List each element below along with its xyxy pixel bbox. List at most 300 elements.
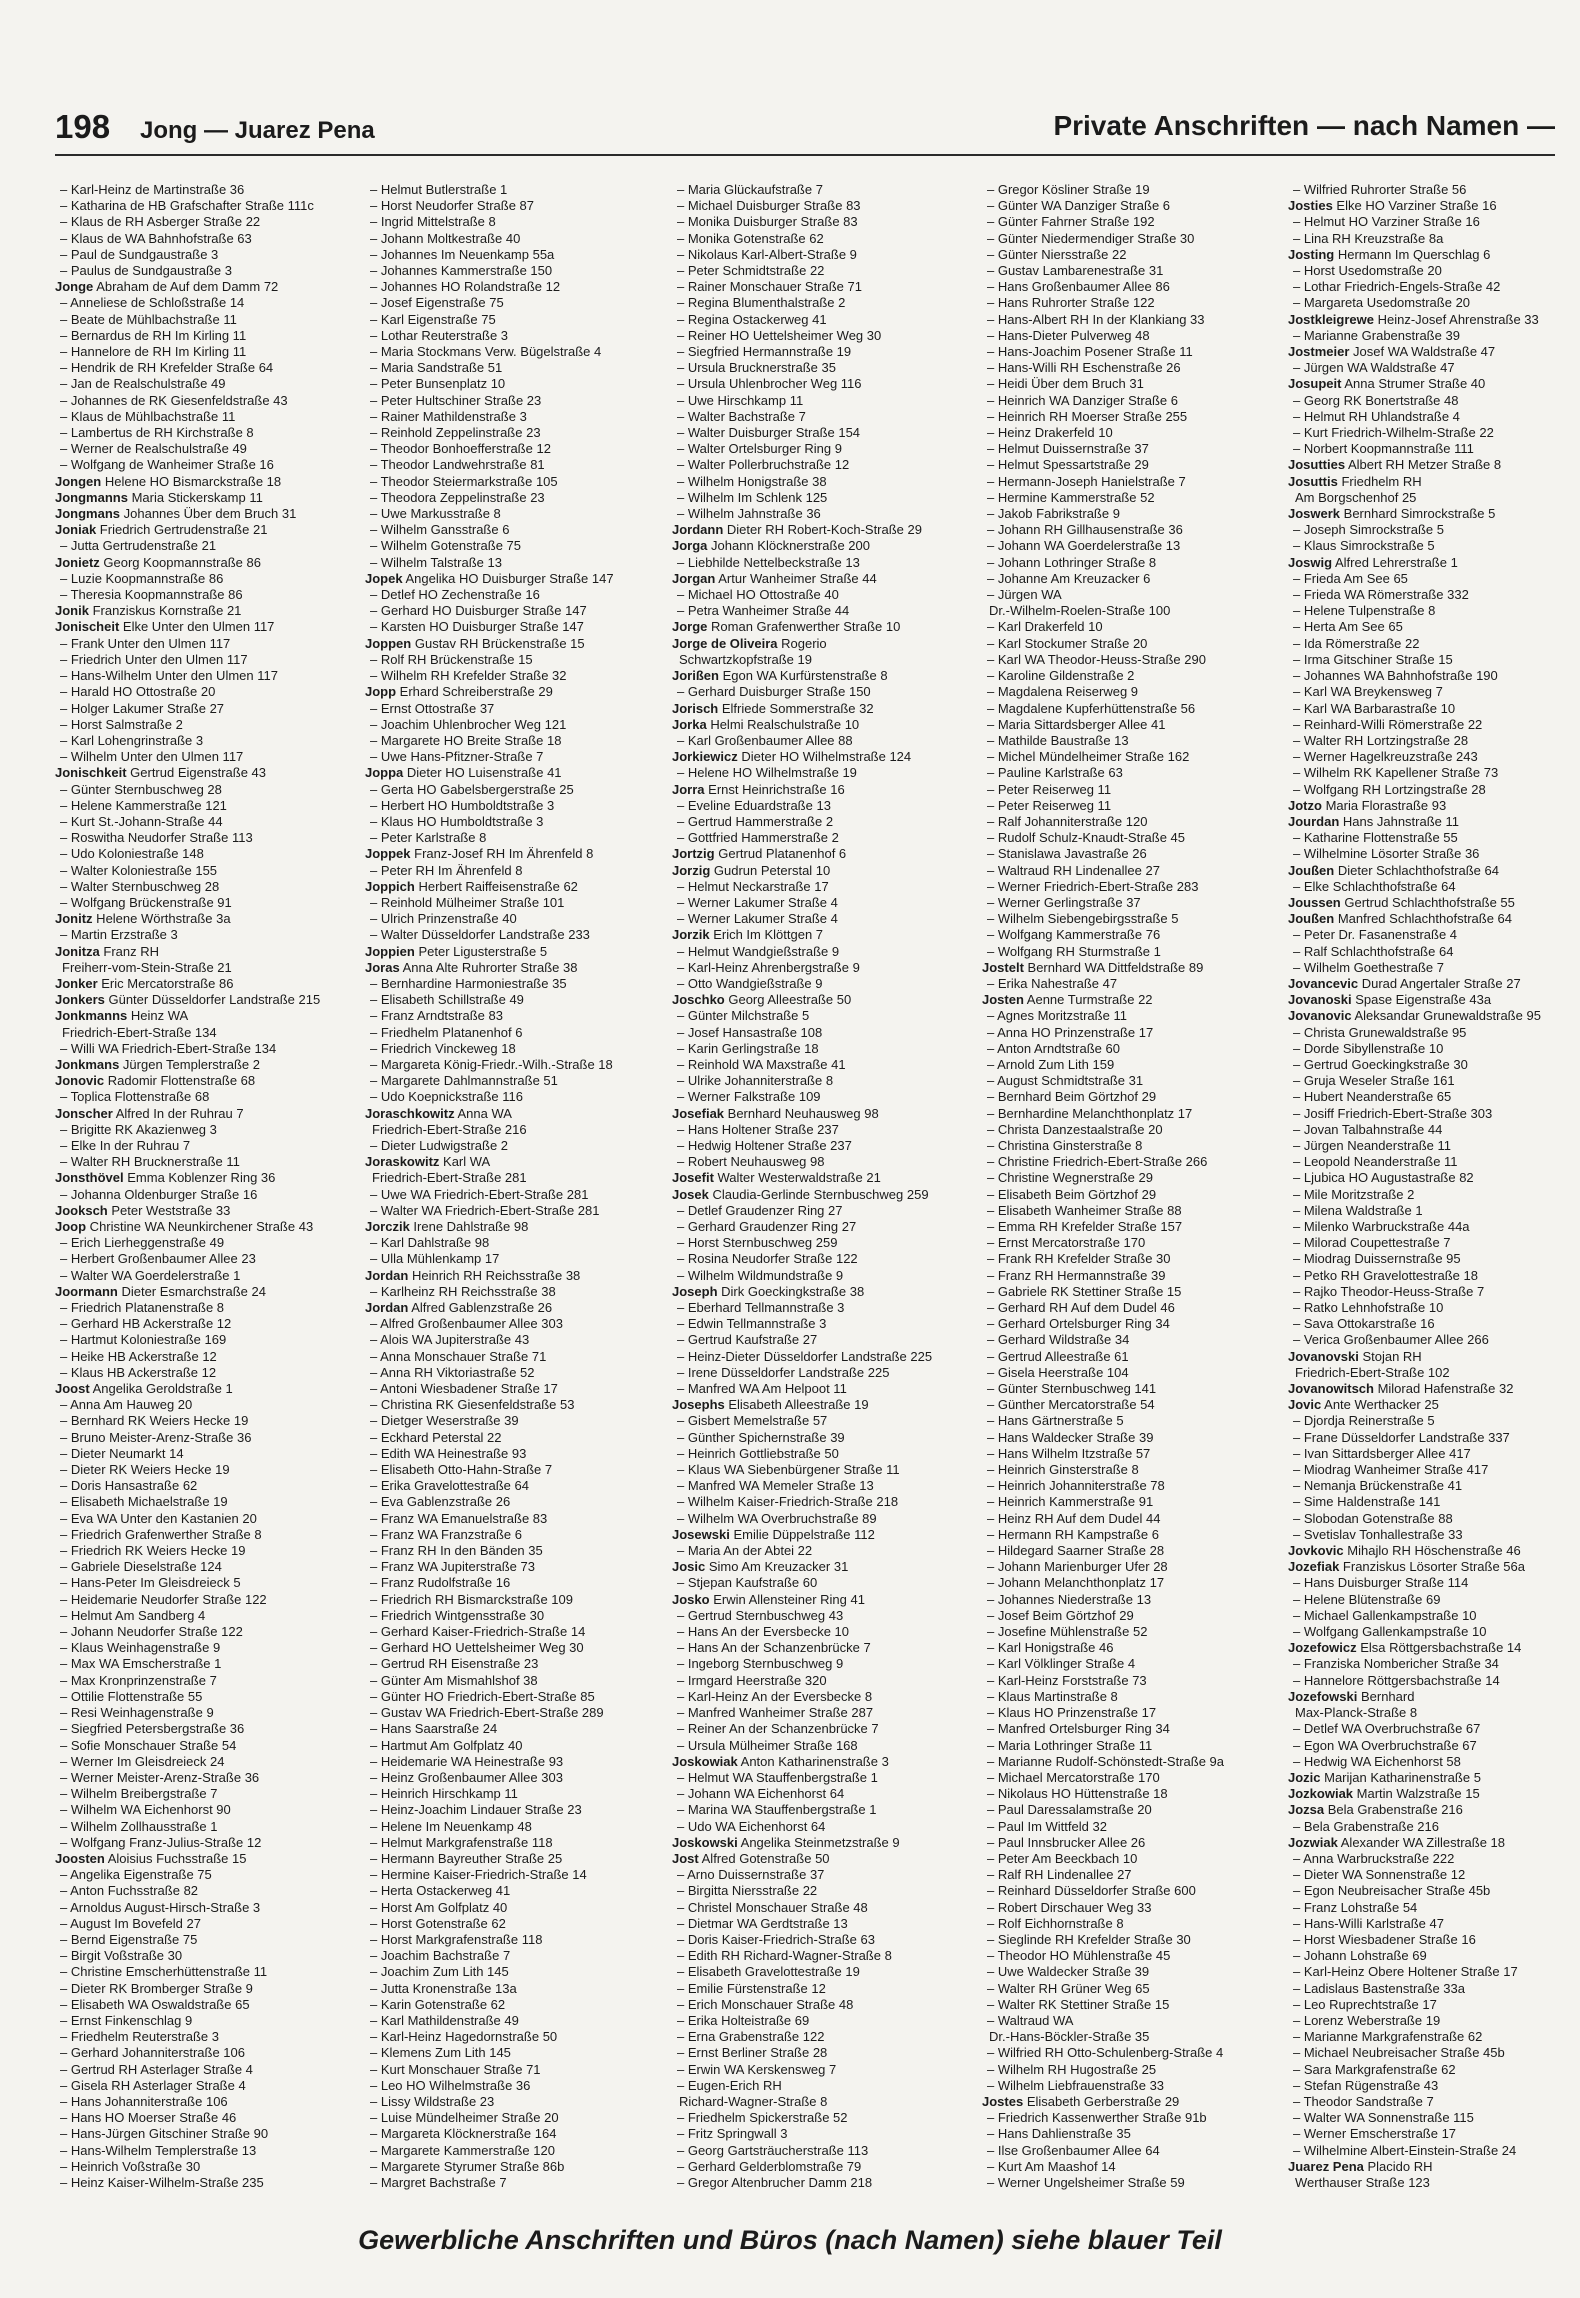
directory-entry: – Helene Kammerstraße 121 [60,797,227,813]
surname-entry: Josko Erwin Allensteiner Ring 41 [672,1591,865,1607]
entry-continuation: Friedrich-Ebert-Straße 216 [372,1121,527,1137]
directory-entry: – Eveline Eduardstraße 13 [677,797,831,813]
page-number: 198 [55,108,111,145]
directory-entry: – Erika Holteistraße 69 [677,2012,810,2028]
directory-entry: – Lorenz Weberstraße 19 [1293,2012,1441,2028]
directory-entry: – Horst Sternbuschweg 259 [677,1235,838,1251]
surname-entry: Jooksch Peter Weststraße 33 [55,1202,231,1218]
surname-entry: Jonovic Radomir Flottenstraße 68 [55,1073,256,1089]
directory-entry: – Werner Lakumer Straße 4 [677,894,838,910]
directory-entry: – Kurt Monschauer Straße 71 [370,2061,541,2077]
surname: Jordann [672,522,724,538]
surname-entry: Jorzig Gudrun Peterstal 10 [672,862,831,878]
directory-entry: – Heidi Über dem Bruch 31 [987,376,1144,392]
surname-entry: Jorra Ernst Heinrichstraße 16 [672,781,845,797]
directory-entry: – Josiff Friedrich-Ebert-Straße 303 [1293,1105,1493,1121]
directory-entry: – Michael Gallenkampstraße 10 [1293,1607,1477,1623]
directory-entry: – Udo Koepnickstraße 116 [370,1089,523,1105]
directory-entry: – Karl Mathildenstraße 49 [370,2012,519,2028]
surname: Jozefowski [1288,1688,1358,1704]
surname-entry: Jonik Franziskus Kornstraße 21 [55,603,242,619]
directory-entry: – Paul Im Wittfeld 32 [987,1818,1107,1834]
directory-entry: – Walter Ortelsburger Ring 9 [677,441,842,457]
directory-entry: – Jutta Kronenstraße 13a [370,1980,517,1996]
directory-entry: – Bela Grabenstraße 216 [1293,1818,1439,1834]
directory-entry: – Herbert Großenbaumer Allee 23 [60,1251,256,1267]
surname-entry: Josic Simo Am Kreuzacker 31 [672,1559,849,1575]
directory-entry: – Mile Moritzstraße 2 [1293,1186,1415,1202]
directory-entry: – Wolfgang Franz-Julius-Straße 12 [60,1834,262,1850]
surname: Josefiak [672,1105,725,1121]
directory-entry: – Brigitte RK Akazienweg 3 [60,1121,217,1137]
directory-entry: – Gerhard Johanniterstraße 106 [60,2045,245,2061]
surname-entry: Jongmans Johannes Über dem Bruch 31 [55,506,297,522]
directory-entry: – Arnoldus August-Hirsch-Straße 3 [60,1899,261,1915]
directory-entry: – Wilhelm RH Krefelder Straße 32 [370,668,567,684]
surname: Jost [672,1850,699,1866]
directory-entry: – Hans Holtener Straße 237 [677,1121,839,1137]
directory-entry: – Günter Sternbuschweg 141 [987,1381,1157,1397]
surname-entry: Jonietz Georg Koopmannstraße 86 [55,554,261,570]
directory-entry: – Agnes Moritzstraße 11 [987,1008,1127,1024]
directory-entry: – Christa Grunewaldstraße 95 [1293,1024,1467,1040]
directory-entry: – Gisbert Memelstraße 57 [677,1413,828,1429]
surname-entry: Joosten Aloisius Fuchsstraße 15 [55,1850,247,1866]
directory-entry: – Willi WA Friedrich-Ebert-Straße 134 [60,1040,277,1056]
directory-entry: – Karl-Heinz Obere Holtener Straße 17 [1293,1964,1518,1980]
directory-entry: – Birgitta Niersstraße 22 [677,1883,818,1899]
surname-entry: Jonitz Helene Wörthstraße 3a [55,911,231,927]
directory-entry: – Helene HO Wilhelmstraße 19 [677,765,857,781]
directory-entry: – Wilhelmine Lösorter Straße 36 [1293,846,1480,862]
directory-entry: – Monika Duisburger Straße 83 [677,214,858,230]
directory-entry: – Martin Erzstraße 3 [60,927,178,943]
directory-entry: – Franz Arndtstraße 83 [370,1008,503,1024]
surname: Josek [672,1186,709,1202]
directory-entry: – Karl WA Barbarastraße 10 [1293,700,1456,716]
surname: Josic [672,1559,706,1575]
surname: Jozkowiak [1288,1786,1354,1802]
directory-entry: – Margareta Usedomstraße 20 [1293,295,1471,311]
directory-entry: – Franz WA Jupiterstraße 73 [370,1559,535,1575]
directory-entry: – Michael Mercatorstraße 170 [987,1769,1160,1785]
surname-entry: Joop Christine WA Neunkirchener Straße 43 [55,1219,314,1234]
directory-entry: – Irma Gitschiner Straße 15 [1293,651,1453,667]
directory-entry: – Karl Großenbaumer Allee 88 [677,732,853,748]
directory-entry: – Christine Wegnerstraße 29 [987,1170,1153,1186]
directory-entry: – Otto Wandgießstraße 9 [677,975,823,991]
surname: Joswig [1288,554,1333,570]
directory-entry: – Heinrich Johanniterstraße 78 [987,1478,1165,1494]
directory-entry: – Robert Neuhausweg 98 [677,1154,825,1170]
directory-entry: – Wilhelmine Albert-Einstein-Straße 24 [1293,2142,1517,2158]
directory-entry: – Werner Meister-Arenz-Straße 36 [60,1769,260,1785]
directory-entry: – Hans-Willi Karlstraße 47 [1293,1915,1444,1931]
directory-entry: – Friedhelm Platanenhof 6 [370,1024,523,1040]
directory-entry: – Heinz-Dieter Düsseldorfer Landstraße 225 [677,1348,933,1364]
surname: Jonkmanns [55,1008,128,1024]
surname-entry: Joppa Dieter HO Luisenstraße 41 [365,765,562,781]
surname-entry: Joost Angelika Geroldstraße 1 [55,1381,233,1397]
surname: Jotzo [1288,797,1322,813]
directory-entry: – Josef Eigenstraße 75 [370,295,504,311]
page-header [55,108,1555,156]
directory-entry: – Franz RH In den Bänden 35 [370,1543,543,1559]
directory-entry: – Werner Falkstraße 109 [677,1089,821,1105]
directory-entry: – Peter Bunsenplatz 10 [370,376,506,392]
directory-entry: – Klaus de WA Bahnhofstraße 63 [60,230,252,246]
directory-entry: – Michael HO Ottostraße 40 [677,587,839,603]
directory-entry: – Hermann Bayreuther Straße 25 [370,1850,563,1866]
directory-entry: – Johannes Im Neuenkamp 55a [370,246,555,262]
directory-entry: – Peter Reiserweg 11 [987,781,1112,797]
directory-entry: – Dorde Sibyllenstraße 10 [1293,1040,1444,1056]
directory-entry: – Anna Am Hauweg 20 [60,1397,193,1413]
surname-entry: Jost Alfred Gotenstraße 50 [672,1850,830,1866]
directory-entry: – Peter RH Im Ährenfeld 8 [370,862,523,878]
directory-entry: – Wilhelm Siebengebirgsstraße 5 [987,911,1179,927]
directory-entry: – Miodrag Wanheimer Straße 417 [1293,1462,1489,1478]
directory-entry: – Paul Daressalamstraße 20 [987,1802,1152,1818]
directory-entry: – Erich Lierheggenstraße 49 [60,1235,225,1251]
directory-entry: – Gustav Lambarenestraße 31 [987,263,1164,279]
directory-entry: – Günter Niersstraße 22 [987,246,1127,262]
directory-entry: – Hans-Willi RH Eschenstraße 26 [987,360,1181,376]
column-2 [365,182,665,2191]
directory-entry: – Friedrich Wintgensstraße 30 [370,1607,545,1623]
directory-entry: – Lothar Reuterstraße 3 [370,327,509,343]
directory-entry: – Sara Markgrafenstraße 62 [1293,2061,1456,2077]
directory-entry: – Hans-Peter Im Gleisdreieck 5 [60,1575,241,1591]
directory-entry: – Theresia Koopmannstraße 86 [60,587,243,603]
surname: Jorge [672,619,708,635]
directory-entry: – Gerhard HO Uettelsheimer Weg 30 [370,1640,584,1656]
directory-entry: – Frank Unter den Ulmen 117 [60,635,231,651]
surname-entry: Josefit Walter Westerwaldstraße 21 [672,1170,881,1186]
surname: Jonkers [55,992,105,1008]
directory-entry: – Udo Koloniestraße 148 [60,846,204,862]
directory-entry: – Ida Römerstraße 22 [1293,635,1420,651]
directory-entry: – Sime Haldenstraße 141 [1293,1494,1441,1510]
surname-entry: Joskowski Angelika Steinmetzstraße 9 [672,1834,900,1850]
directory-entry: – Franz WA Franzstraße 6 [370,1526,522,1542]
directory-entry: – Lissy Wildstraße 23 [370,2093,495,2109]
directory-entry: – Christina RK Giesenfeldstraße 53 [370,1397,575,1413]
directory-entry: – Erika Gravelottestraße 64 [370,1478,529,1494]
surname: Jorißen [672,668,719,684]
directory-entry: – Michel Mündelheimer Straße 162 [987,749,1190,765]
directory-entry: – Theodor Steiermarkstraße 105 [370,473,558,489]
directory-entry: – Wilhelm Breibergstraße 7 [60,1786,218,1802]
directory-entry: – Kurt St.-Johann-Straße 44 [60,813,223,829]
surname: Jostkleigrewe [1288,311,1374,327]
directory-entry: – Johann Marienburger Ufer 28 [987,1559,1168,1575]
directory-entry: – Rainer Monschauer Straße 71 [677,279,862,295]
directory-entry: – Ralf Schlachthofstraße 64 [1293,943,1454,959]
directory-entry: – Gerhard Wildstraße 34 [987,1332,1130,1348]
directory-entry: – Johannes HO Rolandstraße 12 [370,279,561,295]
directory-entry: – Petko RH Gravelottestraße 18 [1293,1267,1478,1283]
directory-entry: – Johanne Am Kreuzacker 6 [987,570,1151,586]
directory-entry: – Wilhelm Zollhausstraße 1 [60,1818,218,1834]
directory-entry: – Erwin WA Kerskensweg 7 [677,2061,837,2077]
directory-entry: – Wilhelm Honigstraße 38 [677,473,827,489]
directory-entry: – Horst Neudorfer Straße 87 [370,198,535,214]
surname: Jorga [672,538,708,554]
directory-entry: – Hans Wilhelm Itzstraße 57 [987,1445,1151,1461]
directory-entry: – Franz RH Hermannstraße 39 [987,1267,1166,1283]
directory-entry: – Gerta HO Gabelsbergerstraße 25 [370,781,574,797]
surname-entry: Jonkmanns Heinz WA [55,1008,189,1024]
entry-continuation: Dr.-Wilhelm-Roelen-Straße 100 [989,603,1171,619]
directory-entry: – Gregor Altenbrucher Damm 218 [677,2174,873,2190]
surname: Joppien [365,943,415,959]
directory-entry: – Johann Lothringer Straße 8 [987,554,1157,570]
directory-entry: – Johannes Niederstraße 13 [987,1591,1152,1607]
directory-entry: – Wolfgang RH Sturmstraße 1 [987,943,1161,959]
directory-entry: – Pauline Karlstraße 63 [987,765,1123,781]
surname: Jorkiewicz [672,749,738,765]
directory-entry: – Johanna Oldenburger Straße 16 [60,1186,258,1202]
directory-entry: – Gisela RH Asterlager Straße 4 [60,2077,246,2093]
directory-entry: – Karl Lohengrinstraße 3 [60,732,204,748]
directory-entry: – Walter RH Lortzingstraße 28 [1293,732,1469,748]
directory-entry: – Luzie Koopmannstraße 86 [60,570,224,586]
directory-entry: – Horst Am Golfplatz 40 [370,1899,508,1915]
surname: Jovanoski [1288,992,1352,1008]
surname-entry: Jorisch Elfriede Sommerstraße 32 [672,700,874,716]
directory-entry: – Karl Eigenstraße 75 [370,311,496,327]
surname-entry: Jonker Eric Mercatorstraße 86 [55,975,234,991]
surname-entry: Josutties Albert RH Metzer Straße 8 [1288,457,1502,473]
directory-entry: – Robert Dirschauer Weg 33 [987,1899,1152,1915]
surname: Jongmanns [55,489,128,505]
directory-entry: – Detlef Graudenzer Ring 27 [677,1202,843,1218]
surname-entry: Joormann Dieter Esmarchstraße 24 [55,1283,266,1299]
directory-entry: – Werner Lakumer Straße 4 [677,911,838,927]
directory-entry: – Georg RK Bonertstraße 48 [1293,392,1459,408]
directory-entry: – Jakob Fabrikstraße 9 [987,506,1120,522]
surname-entry: Joschko Georg Alleestraße 50 [672,992,852,1008]
surname-entry: Joppen Gustav RH Brückenstraße 15 [365,635,585,651]
directory-entry: – Marina WA Stauffenbergstraße 1 [677,1802,877,1818]
directory-entry: – Margarete Kammerstraße 120 [370,2142,555,2158]
surname-entry: Joniak Friedrich Gertrudenstraße 21 [55,522,268,538]
surname: Josupeit [1288,376,1342,392]
directory-entry: – Johann Melanchthonplatz 17 [987,1575,1165,1591]
directory-entry: – Karl Völklinger Straße 4 [987,1656,1136,1672]
directory-entry: – Friedrich Unter den Ulmen 117 [60,651,248,667]
directory-entry: – Antoni Wiesbadener Straße 17 [370,1381,558,1397]
entry-continuation: Am Borgschenhof 25 [1295,489,1417,505]
directory-entry: – Jürgen WA [987,587,1062,603]
directory-entry: – Bernardus de RH Im Kirling 11 [60,327,247,343]
directory-entry: – Ottilie Flottenstraße 55 [60,1688,203,1704]
directory-entry: – Hans Großenbaumer Allee 86 [987,279,1170,295]
directory-entry: – Heinz RH Auf dem Dudel 44 [987,1510,1161,1526]
directory-entry: – Paul Innsbrucker Allee 26 [987,1834,1146,1850]
surname: Jopek [365,570,403,586]
surname-entry: Jozwiak Alexander WA Zillestraße 18 [1288,1834,1506,1850]
footer-note: Gewerbliche Anschriften und Büros (nach Namen) siehe blauer Teil [358,2225,1222,2255]
directory-entry: – Horst Salmstraße 2 [60,716,183,732]
surname: Jortzig [672,846,715,862]
directory-entry: – Theodor HO Mühlenstraße 45 [987,1948,1171,1964]
directory-entry: – Bernhard RK Weiers Hecke 19 [60,1413,249,1429]
directory-entry: – Maria Glückaufstraße 7 [677,182,823,197]
surname-entry: Joseph Dirk Goeckingkstraße 38 [672,1283,865,1299]
directory-entry: – Ilse Großenbaumer Allee 64 [987,2142,1160,2158]
surname: Josuttis [1288,473,1338,489]
directory-entry: – Gottfried Hammerstraße 2 [677,830,839,846]
directory-entry: – Klaus de RH Asberger Straße 22 [60,214,261,230]
surname: Josewski [672,1526,730,1542]
directory-entry: – Birgit Voßstraße 30 [60,1948,183,1964]
directory-entry: – Franz WA Emanuelstraße 83 [370,1510,548,1526]
directory-entry: – Helmut Wandgießstraße 9 [677,943,840,959]
directory-entry: – Helmut Butlerstraße 1 [370,182,508,197]
directory-entry: – Gabriele Dieselstraße 124 [60,1559,222,1575]
directory-entry: – Karl Drakerfeld 10 [987,619,1103,635]
surname: Joraskowitz [365,1154,440,1170]
directory-entry: – Dieter Neumarkt 14 [60,1445,184,1461]
directory-entry: – Theodora Zeppelinstraße 23 [370,489,545,505]
directory-entry: – Peter Schmidtstraße 22 [677,263,825,279]
surname-entry: Jorzik Erich Im Klöttgen 7 [672,927,824,943]
surname: Jonkmans [55,1056,120,1072]
directory-entry: – Frieda WA Römerstraße 332 [1293,587,1469,603]
surname-entry: Jozefowicz Elsa Röttgersbachstraße 14 [1288,1640,1522,1656]
surname: Juarez Pena [1288,2158,1364,2174]
surname-entry: Jongmanns Maria Stickerskamp 11 [55,489,263,505]
directory-entry: – Georg Gartsträucherstraße 113 [677,2142,869,2158]
directory-entry: – Rosina Neudorfer Straße 122 [677,1251,858,1267]
directory-entry: – Helmut Markgrafenstraße 118 [370,1834,553,1850]
directory-entry: – Werner Friedrich-Ebert-Straße 283 [987,878,1199,894]
directory-entry: – Gertrud Kaufstraße 27 [677,1332,818,1348]
surname: Josutties [1288,457,1346,473]
directory-entry: – Hans Ruhrorter Straße 122 [987,295,1155,311]
directory-entry: – Elisabeth Wanheimer Straße 88 [987,1202,1182,1218]
directory-entry: – Friedrich Vinckeweg 18 [370,1040,516,1056]
directory-entry: – Ernst Mercatorstraße 170 [987,1235,1146,1251]
directory-entry: – Rajko Theodor-Heuss-Straße 7 [1293,1283,1485,1299]
directory-entry: – Peter Dr. Fasanenstraße 4 [1293,927,1458,943]
directory-entry: – Bruno Meister-Arenz-Straße 36 [60,1429,252,1445]
directory-entry: – Peter Hultschiner Straße 23 [370,392,542,408]
directory-entry: – Luise Mündelheimer Straße 20 [370,2110,559,2126]
directory-entry: – Gustav WA Friedrich-Ebert-Straße 289 [370,1705,604,1721]
directory-entry: – Beate de Mühlbachstraße 11 [60,311,237,327]
entry-continuation: Richard-Wagner-Straße 8 [679,2093,828,2109]
directory-entry: – Johann Lohstraße 69 [1293,1948,1427,1964]
surname-entry: Jovanovic Aleksandar Grunewaldstraße 95 [1288,1008,1541,1024]
surname-entry: Jordan Alfred Gablenzstraße 26 [365,1300,553,1316]
directory-entry: – Klaus Simrockstraße 5 [1293,538,1435,554]
surname-entry: Joussen Gertrud Schlachthofstraße 55 [1288,894,1515,910]
directory-entry: – Helmut RH Uhlandstraße 4 [1293,408,1460,424]
directory-entry: – Walter Koloniestraße 155 [60,862,218,878]
surname: Joswerk [1288,506,1341,522]
surname: Jozefowicz [1288,1640,1357,1656]
name-range: Jong — Juarez Pena [140,117,375,144]
directory-entry: – Norbert Koopmannstraße 111 [1293,441,1474,457]
surname-entry: Jopek Angelika HO Duisburger Straße 147 [365,570,614,586]
surname: Jonik [55,603,89,619]
directory-entry: – Hannelore Röttgersbachstraße 14 [1293,1672,1500,1688]
directory-entry: – Slobodan Gotenstraße 88 [1293,1510,1453,1526]
surname: Joskowski [672,1834,738,1850]
directory-entry: – Franz Rudolfstraße 16 [370,1575,511,1591]
directory-entry: – Emma RH Krefelder Straße 157 [987,1219,1183,1234]
directory-entry: – Klaus Weinhagenstraße 9 [60,1640,221,1656]
surname-entry: Jotzo Maria Florastraße 93 [1288,797,1447,813]
surname: Jonge [55,279,94,295]
directory-entry: – Siegfried Petersbergstraße 36 [60,1721,245,1737]
directory-entry: – Wolfgang de Wanheimer Straße 16 [60,457,274,473]
directory-entry: – Irmgard Heerstraße 320 [677,1672,827,1688]
directory-entry: – Heinrich Ginsterstraße 8 [987,1462,1139,1478]
directory-entry: – Wilhelm Gotenstraße 75 [370,538,522,554]
directory-entry: – Michael Duisburger Straße 83 [677,198,861,214]
directory-entry: – Miodrag Duissernstraße 95 [1293,1251,1461,1267]
directory-entry: – Klaus HB Ackerstraße 12 [60,1364,217,1380]
directory-entry: – Walter Düsseldorfer Landstraße 233 [370,927,590,943]
directory-entry: – Anna HO Prinzenstraße 17 [987,1024,1154,1040]
directory-entry: – Anton Fuchsstraße 82 [60,1883,199,1899]
directory-entry: – Leo HO Wilhelmstraße 36 [370,2077,531,2093]
directory-entry: – Frieda Am See 65 [1293,570,1408,586]
surname-entry: Jorkiewicz Dieter HO Wilhelmstraße 124 [672,749,912,765]
surname: Joskowiak [672,1753,738,1769]
directory-entry: – Udo WA Eichenhorst 64 [677,1818,826,1834]
directory-entry: – Eberhard Tellmannstraße 3 [677,1300,845,1316]
directory-entry: – Christina Ginsterstraße 8 [987,1137,1143,1153]
directory-entry: – Heinrich Kammerstraße 91 [987,1494,1154,1510]
directory-entry: – Dietmar WA Gerdtstraße 13 [677,1915,848,1931]
surname-entry: Jovancevic Durad Angertaler Straße 27 [1288,975,1521,991]
directory-entry: – Hans-Joachim Posener Straße 11 [987,344,1193,360]
directory-entry: – Katharina de HB Grafschafter Straße 111c [60,198,314,214]
surname: Jongmans [55,506,121,522]
directory-entry: – Klemens Zum Lith 145 [370,2045,511,2061]
directory-entry: – Ljubica HO Augustastraße 82 [1293,1170,1474,1186]
directory-entry: – Bernd Eigenstraße 75 [60,1931,198,1947]
directory-entry: – Waltraud WA [987,2012,1074,2028]
directory-entry: – Margarete HO Breite Straße 18 [370,732,562,748]
directory-entry: – Joachim Bachstraße 7 [370,1948,511,1964]
directory-entry: – Josefine Mühlenstraße 52 [987,1624,1148,1640]
directory-entry: – Helmut HO Varziner Straße 16 [1293,214,1480,230]
directory-entry: – Reinhold WA Maxstraße 41 [677,1056,846,1072]
directory-entry: – Regina Ostackerweg 41 [677,311,827,327]
surname: Jonker [55,975,98,991]
directory-entry: – Walter WA Friedrich-Ebert-Straße 281 [370,1202,600,1218]
surname: Joppen [365,635,412,651]
directory-entry: – Karoline Gildenstraße 2 [987,668,1135,684]
directory-entry: – Magdalena Reiserweg 9 [987,684,1139,700]
directory-entry: – Helmut WA Stauffenbergstraße 1 [677,1769,878,1785]
surname-entry: Juarez Pena Placido RH [1288,2158,1433,2174]
directory-entry: – Horst Wiesbadener Straße 16 [1293,1931,1476,1947]
directory-entry: – Gabriele RK Stettiner Straße 15 [987,1283,1182,1299]
surname-entry: Jonischkeit Gertrud Eigenstraße 43 [55,765,266,781]
column-4 [982,182,1282,2191]
directory-entry: – Gerhard HO Duisburger Straße 147 [370,603,587,619]
directory-entry: – Erich Monschauer Straße 48 [677,1996,854,2012]
directory-entry: – Christine Friedrich-Ebert-Straße 266 [987,1154,1208,1170]
directory-entry: – Anneliese de Schloßstraße 14 [60,295,245,311]
